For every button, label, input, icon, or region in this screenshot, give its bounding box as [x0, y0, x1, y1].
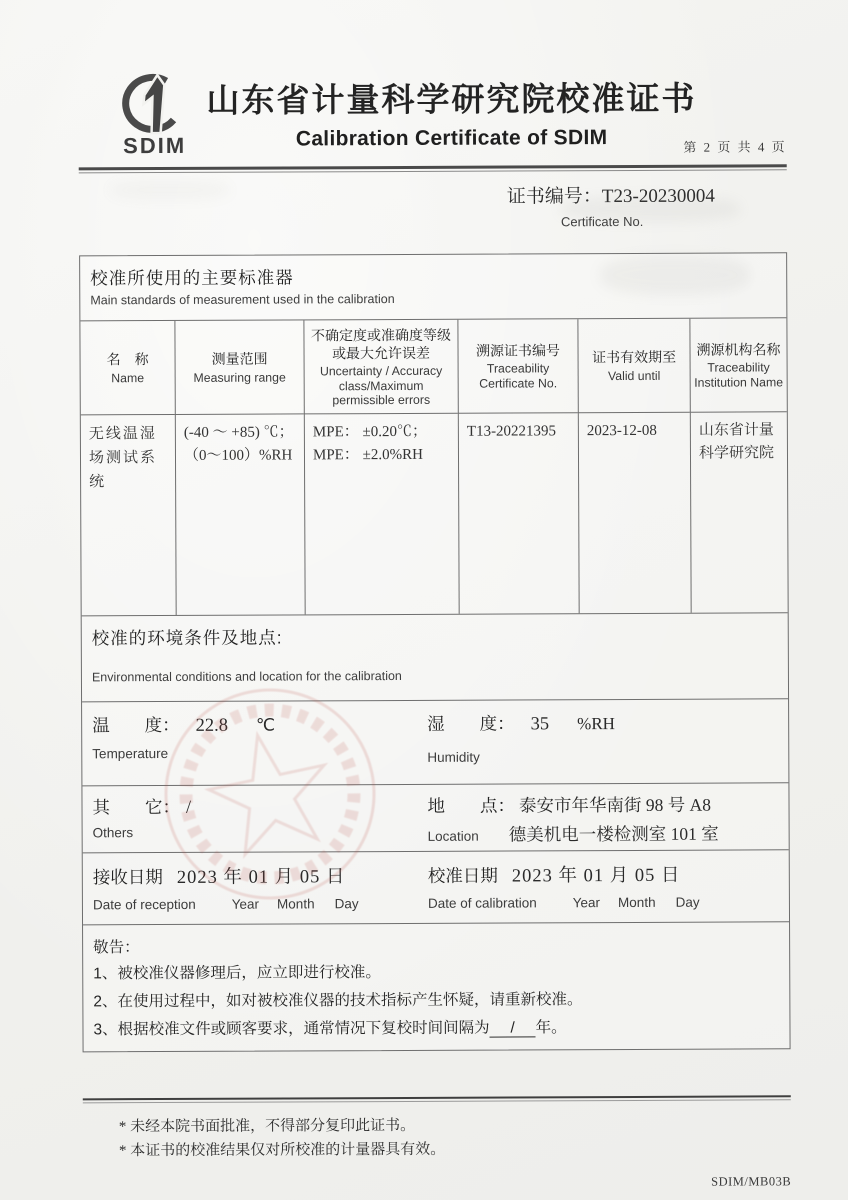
standards-table — [80, 317, 787, 615]
others-block — [82, 785, 427, 853]
cell-trace-certificate-no: T13-20221395 — [458, 413, 579, 614]
certificate-number-value: T23-20230004 — [601, 185, 715, 208]
certificate-number-block — [507, 180, 787, 237]
form-code: SDIM/MB03B — [711, 1174, 792, 1189]
location-line1 — [427, 791, 788, 818]
reception-date-label-zh: 接收日期 — [92, 867, 163, 888]
location-value-line1: 泰安市年华南街 98 号 A8 — [518, 794, 712, 816]
location-value-line2: 德美机电一楼检测室 101 室 — [508, 823, 719, 845]
calibration-year-label: Year — [572, 895, 601, 911]
sdim-logo-text: SDIM — [123, 132, 187, 159]
notice-title: 敬告： — [93, 939, 140, 957]
environment-section-title — [82, 612, 788, 701]
location-label-zh: 地 点： — [427, 795, 516, 816]
document-content — [78, 0, 791, 1192]
page-number-label: 第 2 页 共 4 页 — [683, 139, 787, 155]
humidity-unit: %RH — [577, 714, 615, 734]
humidity-block — [427, 699, 788, 784]
calibration-day-label: Day — [675, 894, 700, 910]
location-block — [427, 783, 788, 851]
notice-section — [83, 921, 790, 1051]
others-value: / — [185, 797, 192, 818]
location-line2 — [428, 820, 789, 847]
range-line-2: （0～100）%RH — [183, 447, 293, 465]
col-header-valid-until-en: Valid until — [607, 368, 661, 383]
col-header-uncertainty — [303, 320, 457, 415]
title-block — [196, 73, 706, 152]
temperature-humidity-row — [82, 698, 788, 785]
standards-section-title — [80, 253, 786, 320]
others-line — [92, 793, 427, 819]
col-header-uncertainty-en: Uncertainty / Accuracy class/Maximum permissible errors — [319, 364, 443, 408]
reception-month-label: Month — [277, 896, 315, 912]
range-line-1: (-40 ～ +85) ℃； — [183, 424, 294, 441]
temperature-value: 22.8 — [195, 715, 229, 736]
reception-date-block — [83, 852, 428, 925]
calibration-date-en — [428, 894, 789, 911]
dates-row — [83, 849, 789, 924]
col-header-range-en: Measuring range — [193, 370, 286, 385]
cell-standard-name: 无线温湿场测试系统 — [88, 426, 158, 491]
reception-date-line — [93, 862, 428, 889]
col-header-trace-no-en: Traceability Certificate No. — [479, 361, 558, 391]
certificate-number-line — [507, 180, 787, 208]
environment-title-zh: 校准的环境条件及地点: — [91, 627, 283, 649]
notice-item-3-post: 年。 — [535, 1019, 567, 1037]
calibration-date-line — [428, 860, 789, 888]
sdim-logo-icon — [117, 73, 191, 137]
standards-title-zh: 校准所使用的主要标准器 — [90, 267, 294, 289]
others-label-zh: 其 它： — [92, 796, 181, 818]
footnotes — [119, 1112, 791, 1163]
humidity-label-zh: 湿 度： — [427, 713, 515, 734]
calibration-date-value: 2023 年 01 月 05 日 — [511, 865, 681, 887]
reception-date-en — [93, 896, 428, 912]
notice-item-2: 2、在使用过程中，如对被校准仪器的技术指标产生怀疑，请重新校准。 — [93, 991, 583, 1011]
col-header-trace-no-zh: 溯源证书编号 — [475, 342, 561, 359]
col-header-valid-until-zh: 证书有效期至 — [592, 349, 677, 366]
reception-date-value: 2023 年 01 月 05 日 — [176, 867, 346, 888]
temperature-label-en: Temperature — [92, 746, 169, 762]
notice-item-1: 1、被校准仪器修理后，应立即进行校准。 — [93, 964, 381, 983]
certificate-header — [78, 0, 787, 167]
calibration-date-label-en: Date of calibration — [427, 895, 537, 911]
col-header-trace-no — [457, 319, 577, 414]
cell-institution: 山东省计量科学研究院 — [690, 412, 788, 612]
reception-date-label-en: Date of reception — [92, 896, 196, 913]
col-header-name-en: Name — [111, 370, 145, 385]
col-header-valid-until — [577, 319, 689, 413]
humidity-value: 35 — [530, 714, 550, 735]
cell-mpe — [304, 414, 459, 615]
calibration-date-label-zh: 校准日期 — [427, 865, 498, 886]
col-header-institution — [689, 318, 786, 412]
col-header-range — [174, 320, 303, 415]
temperature-label-zh: 温 度： — [92, 714, 180, 736]
footnote-1: * 未经本院书面批准，不得部分复印此证书。 — [118, 1117, 416, 1135]
footer-divider-rule — [83, 1095, 791, 1103]
cell-valid-until: 2023-12-08 — [578, 413, 691, 613]
temperature-line — [92, 711, 427, 737]
notice-item-3 — [93, 1017, 781, 1041]
temperature-unit: ℃ — [255, 715, 276, 735]
humidity-line — [427, 709, 788, 736]
mpe-line-1: MPE： ±0.20℃； — [312, 423, 427, 441]
reception-year-label: Year — [231, 896, 260, 912]
certificate-title-zh: 山东省计量科学研究院校准证书 — [206, 81, 697, 120]
col-header-name-zh: 名 称 — [106, 351, 149, 368]
calibration-date-block — [428, 850, 789, 923]
col-header-institution-zh: 溯源机构名称 — [696, 341, 781, 358]
mpe-line-2: MPE： ±2.0%RH — [312, 447, 423, 464]
col-header-uncertainty-zh: 不确定度或准确度等级或最大允许误差 — [310, 326, 451, 362]
reception-day-label: Day — [334, 896, 359, 912]
notice-item-3-pre: 3、根据校准文件或顾客要求，通常情况下复校时间间隔为 — [93, 1019, 490, 1039]
others-location-row — [82, 782, 788, 852]
temperature-block — [82, 701, 427, 786]
environment-title-en: Environmental conditions and location for the calibration — [91, 668, 402, 685]
humidity-label-en: Humidity — [427, 749, 480, 765]
certificate-number-label-en: Certificate No. — [560, 213, 644, 230]
standards-title-en: Main standards of measurement used in the calibration — [90, 292, 395, 308]
others-label-en: Others — [92, 825, 134, 841]
certificate-number-label-zh: 证书编号： — [506, 186, 602, 208]
main-form-box — [79, 252, 790, 1052]
sdim-logo — [104, 73, 204, 159]
footnote-2: * 本证书的校准结果仅对所校准的计量器具有效。 — [118, 1141, 446, 1159]
location-label-en: Location — [427, 828, 479, 844]
certificate-title-en: Calibration Certificate of SDIM — [295, 126, 608, 151]
col-header-name — [80, 321, 174, 415]
col-header-institution-en: Traceability Institution Name — [694, 360, 784, 390]
col-header-range-zh: 测量范围 — [211, 350, 268, 368]
calibration-month-label: Month — [618, 894, 656, 911]
cell-measuring-range — [175, 414, 305, 615]
notice-item-3-slash: / — [490, 1020, 536, 1037]
